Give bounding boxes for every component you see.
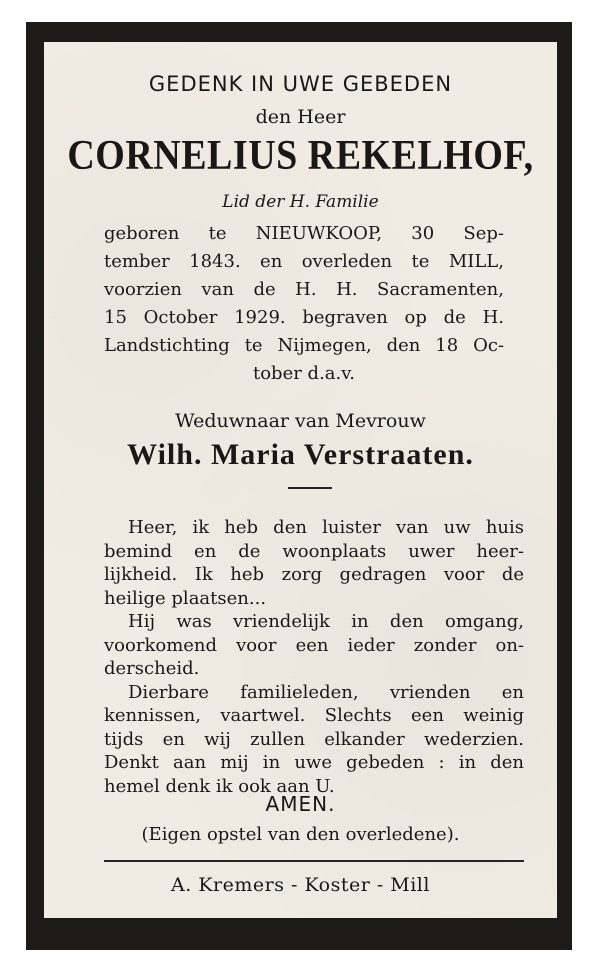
- amen: AMEN.: [265, 792, 336, 816]
- poem-line: heilige plaatsen...: [104, 587, 267, 609]
- poem-line: kennissen, vaartwel. Slechts een weinig: [104, 705, 524, 726]
- widow-name: Wilh. Maria Verstraaten.: [127, 438, 474, 471]
- poem-text: [104, 516, 524, 798]
- poem-line: lijkheid. Ik heb zorg gedragen voor de: [104, 564, 524, 585]
- poem-line: derscheid.: [104, 658, 200, 679]
- long-divider: [104, 860, 524, 862]
- memorial-card: [44, 42, 557, 918]
- biography: [104, 220, 504, 388]
- card-header: GEDENK IN UWE GEBEDEN: [148, 72, 453, 96]
- title-prefix: den Heer: [255, 106, 346, 128]
- poem-line: Heer, ik heb den luister van uw huis: [128, 517, 524, 538]
- membership-line: Lid der H. Familie: [222, 192, 379, 212]
- poem-line: Dierbare familieleden, vrienden en: [128, 681, 524, 703]
- authorship-note: (Eigen opstel van den overledene).: [141, 824, 460, 845]
- widow-label: Weduwnaar van Mevrouw: [175, 410, 426, 432]
- bio-line: tober d.a.v.: [252, 363, 356, 384]
- printer-line: A. Kremers - Koster - Mill: [171, 874, 430, 896]
- poem-line: voorkomend voor een ieder zonder on-: [104, 634, 524, 656]
- bio-line: Landstichting te Nijmegen, den 18 Oc-: [104, 335, 504, 356]
- poem-line: Hij was vriendelijk in den omgang,: [128, 611, 524, 632]
- short-divider: [288, 487, 332, 489]
- poem-line: Denkt aan mij in uwe gebeden : in den: [104, 752, 524, 773]
- bio-line: geboren te NIEUWKOOP, 30 Sep-: [104, 223, 504, 244]
- poem-line: hemel denk ik ook aan U.: [104, 775, 335, 797]
- poem-line: tijds en wij zullen elkander wederzien.: [104, 728, 524, 750]
- bio-line: voorzien van de H. H. Sacramenten,: [104, 279, 504, 300]
- deceased-name: CORNELIUS REKELHOF,: [67, 132, 534, 180]
- bio-line: tember 1843. en overleden te MILL,: [104, 251, 504, 272]
- poem-line: bemind en de woonplaats uwer heer-: [104, 540, 524, 562]
- bio-line: 15 October 1929. begraven op de H.: [104, 307, 504, 328]
